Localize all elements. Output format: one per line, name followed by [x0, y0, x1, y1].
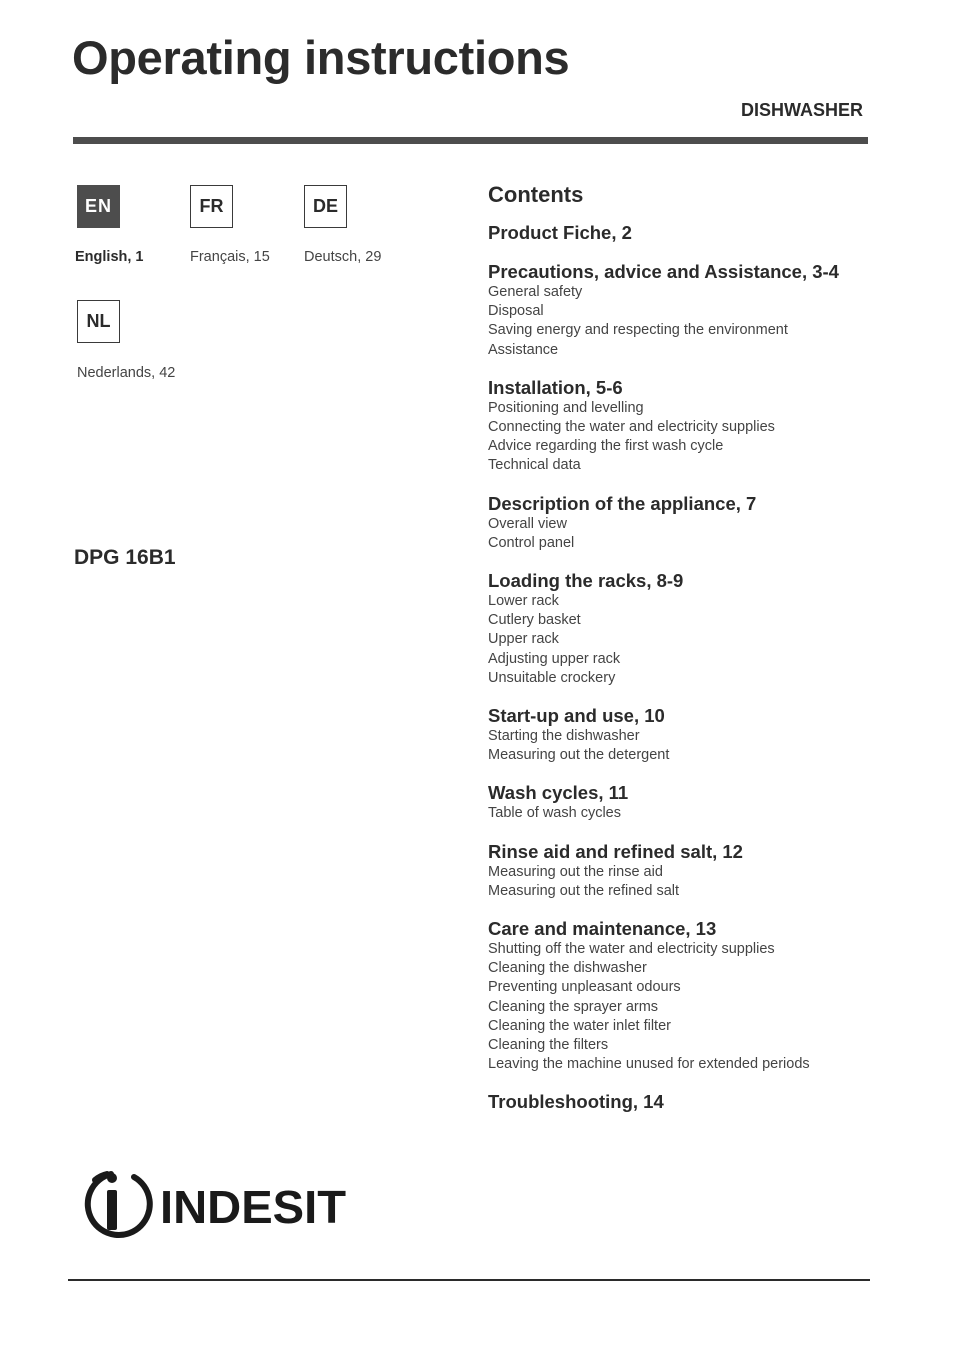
list-item[interactable]: Cutlery basket: [488, 612, 581, 629]
list-item[interactable]: Leaving the machine unused for extended periods: [488, 1056, 810, 1073]
list-item[interactable]: Assistance: [488, 341, 559, 358]
list-item[interactable]: Connecting the water and electricity supplies: [488, 419, 775, 436]
list-item[interactable]: Upper rack: [488, 631, 559, 648]
list-item[interactable]: Starting the dishwasher: [488, 728, 640, 745]
indesit-logo-icon: [74, 1166, 354, 1244]
contents-section: [488, 493, 888, 553]
model-number: DPG 16B1: [74, 546, 176, 569]
section-heading[interactable]: Care and maintenance, 13: [488, 918, 717, 940]
list-item[interactable]: Technical data: [488, 457, 581, 474]
list-item[interactable]: Cleaning the water inlet filter: [488, 1017, 671, 1034]
section-heading[interactable]: Product Fiche, 2: [488, 222, 632, 243]
list-item[interactable]: Shutting off the water and electricity supplies: [488, 941, 775, 958]
contents-section: [488, 377, 888, 476]
language-en[interactable]: [75, 185, 144, 265]
contents-title: Contents: [488, 182, 584, 207]
section-heading[interactable]: Troubleshooting, 14: [488, 1091, 664, 1113]
table-of-contents: [488, 182, 888, 1130]
list-item[interactable]: Measuring out the rinse aid: [488, 863, 663, 880]
language-label: Deutsch, 29: [304, 249, 382, 265]
list-item[interactable]: Positioning and levelling: [488, 399, 644, 416]
list-item[interactable]: Measuring out the detergent: [488, 747, 670, 764]
language-de[interactable]: [304, 185, 382, 265]
product-type: DISHWASHER: [740, 100, 863, 120]
language-code-box: FR: [190, 185, 233, 228]
list-item[interactable]: Adjusting upper rack: [488, 650, 621, 667]
language-nl[interactable]: [77, 300, 176, 381]
contents-section: [488, 222, 888, 244]
list-item[interactable]: Saving energy and respecting the environment: [488, 322, 788, 339]
section-heading[interactable]: Wash cycles, 11: [488, 782, 629, 804]
list-item[interactable]: Advice regarding the first wash cycle: [488, 438, 724, 455]
bottom-divider: [68, 1279, 870, 1281]
language-fr[interactable]: [190, 185, 270, 265]
contents-section: [488, 705, 888, 765]
list-item[interactable]: Table of wash cycles: [488, 805, 621, 822]
list-item[interactable]: Cleaning the filters: [488, 1037, 609, 1054]
section-heading[interactable]: Description of the appliance, 7: [488, 492, 757, 514]
section-items: [488, 592, 888, 688]
language-code-box: EN: [77, 185, 120, 228]
list-item[interactable]: Preventing unpleasant odours: [488, 979, 681, 996]
page-title: Operating instructions: [72, 31, 570, 84]
language-code-box: DE: [304, 185, 347, 228]
language-label: Nederlands, 42: [77, 365, 176, 381]
contents-section: [488, 918, 888, 1074]
language-label: English, 1: [75, 249, 144, 265]
list-item[interactable]: Disposal: [488, 303, 544, 320]
list-item[interactable]: Overall view: [488, 515, 567, 532]
language-label: Français, 15: [190, 249, 270, 265]
list-item[interactable]: Unsuitable crockery: [488, 669, 616, 686]
section-items: [488, 515, 888, 553]
contents-section: [488, 570, 888, 688]
section-items: [488, 727, 888, 765]
top-divider: [73, 137, 868, 144]
section-items: [488, 399, 888, 476]
list-item[interactable]: General safety: [488, 284, 583, 300]
section-items: [488, 804, 888, 823]
section-heading[interactable]: Precautions, advice and Assistance, 3-4: [488, 261, 839, 282]
section-items: [488, 283, 888, 360]
list-item[interactable]: Cleaning the sprayer arms: [488, 998, 659, 1015]
section-heading[interactable]: Start-up and use, 10: [488, 705, 665, 727]
list-item[interactable]: Measuring out the refined salt: [488, 882, 680, 899]
contents-section: [488, 1091, 888, 1113]
section-items: [488, 940, 888, 1074]
section-heading[interactable]: Installation, 5-6: [488, 376, 623, 398]
brand-name: INDESIT: [160, 1181, 346, 1233]
contents-sections: [488, 222, 888, 1113]
list-item[interactable]: Cleaning the dishwasher: [488, 960, 647, 977]
section-heading[interactable]: Loading the racks, 8-9: [488, 570, 684, 592]
list-item[interactable]: Control panel: [488, 534, 575, 551]
contents-section: [488, 782, 888, 823]
section-items: [488, 863, 888, 901]
list-item[interactable]: Lower rack: [488, 593, 559, 610]
contents-section: [488, 841, 888, 901]
language-code-box: NL: [77, 300, 120, 343]
contents-section: [488, 261, 888, 360]
section-heading[interactable]: Rinse aid and refined salt, 12: [488, 840, 743, 862]
